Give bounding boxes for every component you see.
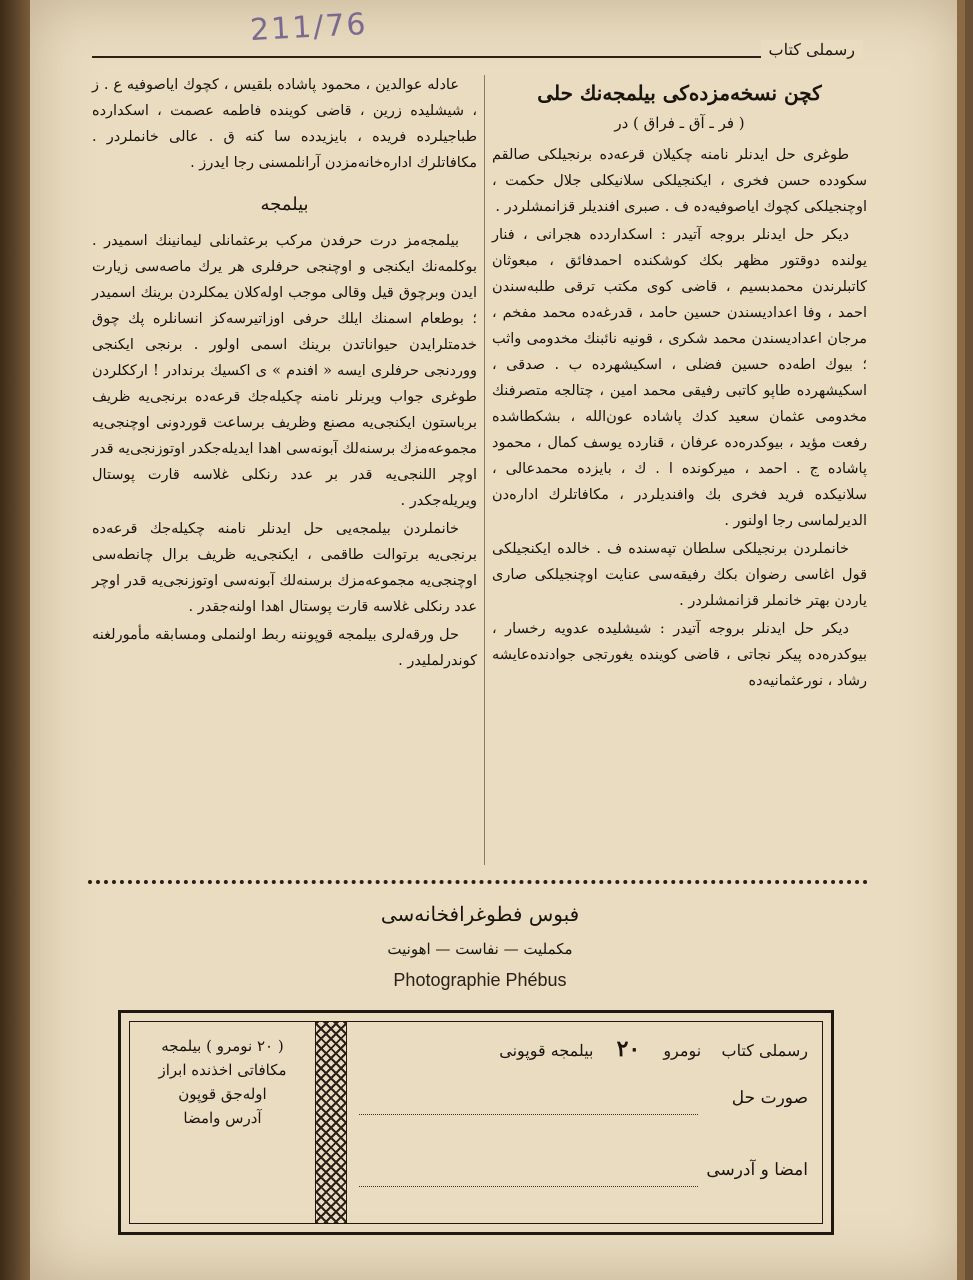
column-divider	[484, 75, 485, 865]
binding-edge	[0, 0, 30, 1280]
coupon-title: بیلمجه قوپونی	[499, 1041, 594, 1060]
article-title: کچن نسخه‌مزده‌کی بیلمجه‌نك حلی	[537, 81, 822, 105]
left-column	[92, 72, 477, 676]
signature-line[interactable]	[359, 1186, 698, 1187]
coupon-stub-line: ( ۲۰ نومرو ) بیلمجه	[161, 1037, 284, 1055]
running-header: رسملی کتاب	[761, 40, 863, 59]
coupon-number: ۲۰	[616, 1036, 641, 1062]
solution-field[interactable]	[359, 1076, 808, 1134]
paragraph: دیکر حل ایدنلر بروجه آتیدر : اسکداردده هجرانی ، فنار یولنده دوقتور مظهر بکك کوشکنده احمدفائق ، مبعوثان کاتبلرندن محمدبسیم ، قاضی کوی مکتب ترقی طلبه‌سندن احمد ، وفا اعدادیسندن حسین حامد ، قدرغه‌ده محمد مفخم ، مرجان اعدادیسندن محمد شکری ، قونیه نائبنك مخدومی واثب ؛ بیوك اطه‌ده حسین فضلی ، اسکیشهرده ب . صدقی ، اسکیشهرده طاپو کاتبی رفیقی محمد امین ، چتالجه متصرفنك مخدومی عثمان سعید کدك پاشاده عون‌الله ، بشکطاشده رفعت مؤید ، بیوکدره‌ده عرفان ، قنارده یوسف کمال ، محمود پاشاده ج . احمد ، میرکونده ا . ك ، بایزده محمدعالی ، سلانیکده فرید فخری بك وافندیلردر ، مکافاتلرك اداره‌دن الدیرلماسی رجا اولنور .	[492, 227, 867, 529]
paragraph: دیکر حل ایدنلر بروجه آتیدر : شیشلیده عدویه رخسار ، بیوکدره‌ده پیکر نجاتی ، قاضی کوینده یغورتجی جوادنده‌عایشه رشاد ، نورعثمانیه‌ده	[492, 621, 867, 689]
paragraph: خانملردن بیلمجه‌یی حل ایدنلر نامنه چکیله‌جك قرعه‌ده برنجی‌یه برتوالت طاقمی ، ایکنجی‌یه ظریف برال چانطه‌سی اوچنجی‌یه مجموعه‌مزك برسنه‌لك آبونه‌سی اوتوزنجی‌یه قدر اوچر عدد رنکلی غلاسه قارت پوستال اهدا اولنه‌جقدر .	[92, 521, 477, 615]
coupon-stub-line: آدرس وامضا	[183, 1109, 262, 1127]
signature-label: امضا و آدرسی	[706, 1160, 808, 1180]
ornamental-strip	[315, 1022, 347, 1223]
solution-line[interactable]	[359, 1114, 698, 1115]
signature-field[interactable]	[359, 1148, 808, 1206]
coupon-stub	[130, 1034, 315, 1130]
solution-label: صورت حل	[731, 1088, 808, 1108]
coupon-number-label: نومرو	[663, 1041, 702, 1060]
separator-rule	[88, 880, 868, 884]
coupon-stub-line: مکافاتی اخذنده ابراز	[158, 1061, 287, 1079]
coupon-header	[345, 1030, 822, 1062]
ad-title: فبوس فطوغرافخانه‌سی	[380, 902, 580, 926]
paragraph: حل ورقه‌لری بیلمجه قوپوننه ربط اولنملی ومسابقه مأمورلغنه کوندرلملیدر .	[92, 627, 477, 669]
coupon-stub-line: اوله‌جق قوپون	[178, 1085, 267, 1103]
paragraph: خانملردن برنجیلکی سلطان تپه‌سنده ف . خالده ایکنجیلکی قول اغاسی رضوان بکك رفیقه‌سی عنایت اوچنجیلکی صاری یاردن بهتر خانملر قزانمشلردر .	[492, 541, 867, 609]
manuscript-number: 211/76	[249, 6, 369, 49]
header-rule	[92, 56, 860, 58]
paragraph: عادله عوالدین ، محمود پاشاده بلقیس ، کچوك ایاصوفیه ع . ز ، شیشلیده زرین ، قاضی کوینده فاطمه عصمت ، اسکدارده طباجیلرده فریده ، بایزیدده سا کنه ق . عالی خانملردر . مکافاتلرك اداره‌خانه‌مزدن آرانلمسنی رجا ایدرز .	[92, 77, 477, 171]
section-title: بیلمجه	[260, 194, 309, 215]
coupon	[118, 1010, 834, 1235]
ad-latin-name: Photographie Phébus	[393, 970, 567, 990]
paragraph: طوغری حل ایدنلر نامنه چکیلان قرعه‌ده برنجیلکی صالقم سکودده حسن فخری ، ایکنجیلکی سلانیکلی جلال حکمت ، اوچنجیلکی کچوك ایاصوفیه‌ده ف . صبری افندیلر قزانمشلردر .	[492, 147, 867, 215]
ad-tagline: مکملیت — نفاست — اهونیت	[387, 940, 573, 958]
page-edge	[957, 0, 965, 1280]
coupon-inner	[129, 1021, 823, 1224]
article-subtitle: ( فر ـ آق ـ فراق ) در	[614, 114, 745, 132]
coupon-publication: رسملی کتاب	[721, 1041, 808, 1060]
right-column	[492, 72, 867, 696]
paragraph: بیلمجه‌مز درت حرفدن مرکب برعثمانلی لیمانینك اسمیدر . بوکلمه‌نك ایکنجی و اوچنجی حرفلری هر یرك ماصه‌سی زیارت ایدن وبرچوق قیل وقالی موجب اوله‌کلان یمکلردن برینك اسمیدر ؛ بوطعام اسمنك ایلك حرفی اوزاتیرسه‌کز انسانلره پك چوق خدمتلرایدن حیواناتدن برینك اسمی اولور . برنجی ایکنجی ووردنجی حرفلری ایسه « افندم » ی اکسیك برندادر ! ارککلردن طوغری جواب ویرنلر نامنه چکیله‌جك قرعه‌ده برنجی‌یه ظریف برباستون ایکنجی‌یه مصنع وظریف برساعت قوردونی اوچنجی‌یه مجموعه‌مزك برسنه‌لك آبونه‌سی اهدا ایدیله‌جکدر اوتوزنجی‌یه قدر اوچر اللنجی‌یه قدر بر عدد رنکلی غلاسه قارت پوستال ویریله‌جکدر .	[92, 233, 477, 509]
coupon-form	[345, 1030, 822, 1206]
